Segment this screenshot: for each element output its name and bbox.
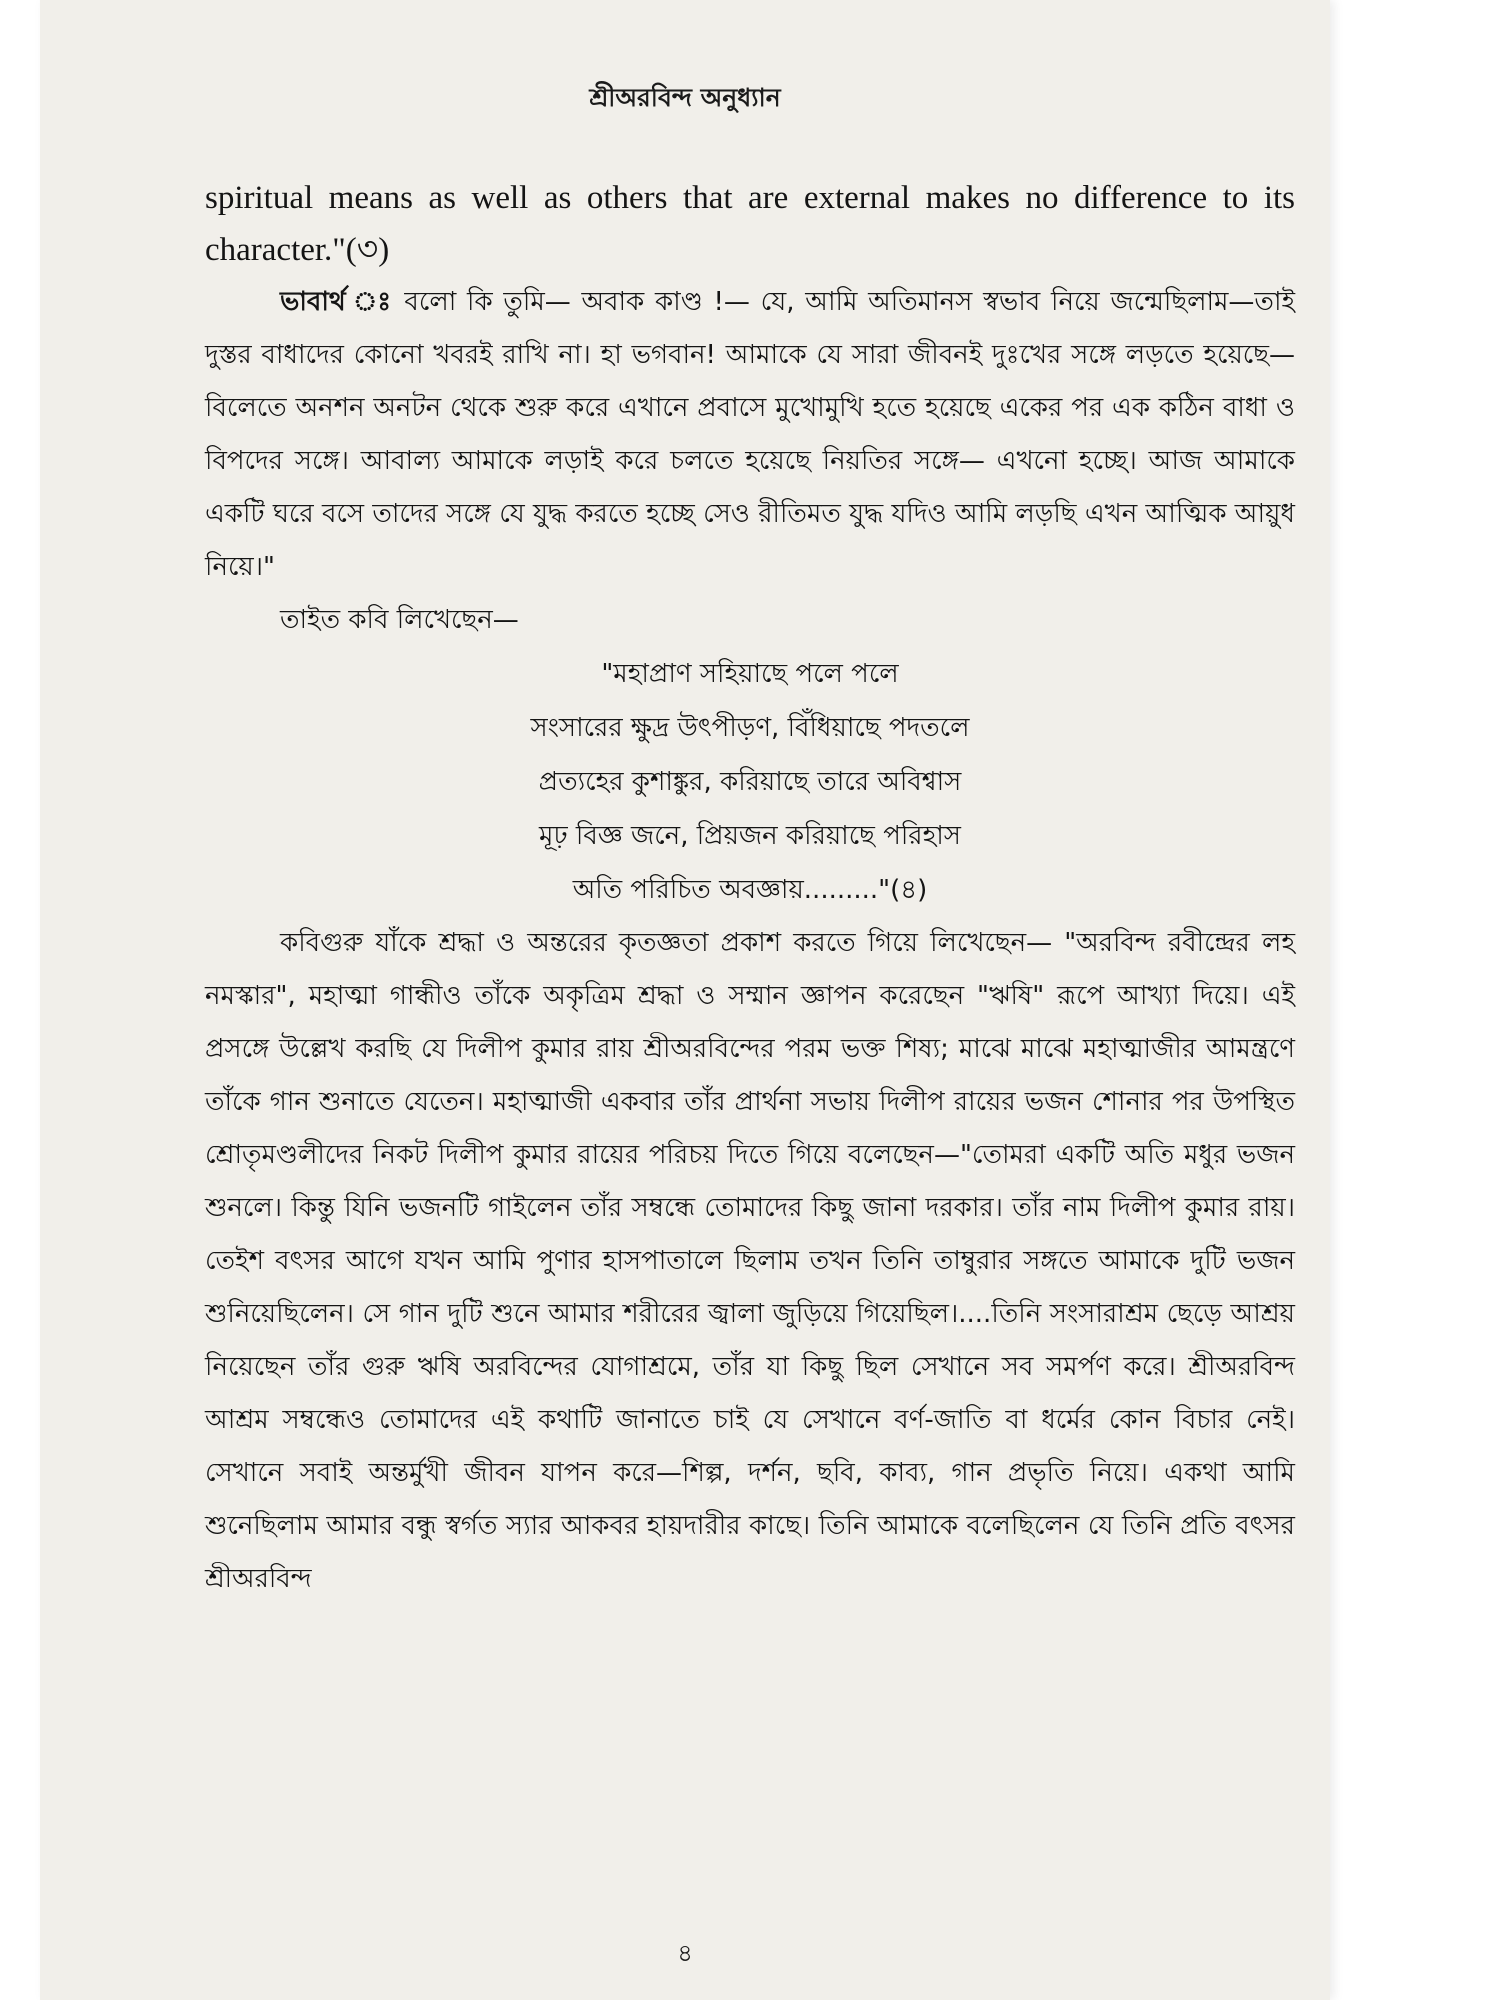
poem-block <box>205 647 1295 917</box>
bhabartha-paragraph <box>205 276 1295 594</box>
page-number: ৪ <box>677 1939 693 1967</box>
poem-line: "মহাপ্রাণ সহিয়াছে পলে পলে <box>601 659 899 689</box>
page-body <box>205 172 1295 1606</box>
poem-line: প্রত্যহের কুশাঙ্কুর, করিয়াছে তারে অবিশ্বাস <box>538 767 962 797</box>
poem-line: সংসারের ক্ষুদ্র উৎপীড়ণ, বিঁধিয়াছে পদতলে <box>530 713 970 743</box>
poem-intro-line: তাইত কবি লিখেছেন— <box>280 605 519 635</box>
bhabartha-text: বলো কি তুমি— অবাক কাণ্ড !— যে, আমি অতিমানস স্বভাব নিয়ে জন্মেছিলাম—তাই দুস্তর বাধাদের কোনো খবরই রাখি না। হা ভগবান! আমাকে যে সারা জীবনই দুঃখের সঙ্গে লড়তে হয়েছে—বিলেতে অনশন অনটন থেকে শুরু করে এখানে প্রবাসে মুখোমুখি হতে হয়েছে একের পর এক কঠিন বাধা ও বিপদের সঙ্গে। আবাল্য আমাকে লড়াই করে চলতে হয়েছে নিয়তির সঙ্গে— এখনো হচ্ছে। আজ আমাকে একটি ঘরে বসে তাদের সঙ্গে যে যুদ্ধ করতে হচ্ছে সেও রীতিমত যুদ্ধ যদিও আমি লড়ছি এখন আত্মিক আয়ুধ নিয়ে।" <box>205 287 1296 582</box>
english-quote-paragraph: spiritual means as well as others that are external makes no difference to its character."(৩) <box>205 180 1295 268</box>
poem-line: মূঢ় বিজ্ঞ জনে, প্রিয়জন করিয়াছে পরিহাস <box>539 821 961 851</box>
running-title: শ্রীঅরবিন্দ অনুধ্যান <box>589 83 781 112</box>
bhabartha-label: ভাবার্থ ঃ <box>280 287 394 317</box>
main-paragraph: কবিগুরু যাঁকে শ্রদ্ধা ও অন্তরের কৃতজ্ঞতা প্রকাশ করতে গিয়ে লিখেছেন— "অরবিন্দ রবীন্দ্রের লহ নমস্কার", মহাত্মা গান্ধীও তাঁকে অকৃত্রিম শ্রদ্ধা ও সম্মান জ্ঞাপন করেছেন "ঋষি" রূপে আখ্যা দিয়ে। এই প্রসঙ্গে উল্লেখ করছি যে দিলীপ কুমার রায় শ্রীঅরবিন্দের পরম ভক্ত শিষ্য; মাঝে মাঝে মহাত্মাজীর আমন্ত্রণে তাঁকে গান শুনাতে যেতেন। মহাত্মাজী একবার তাঁর প্রার্থনা সভায় দিলীপ রায়ের ভজন শোনার পর উপস্থিত শ্রোতৃমণ্ডলীদের নিকট দিলীপ কুমার রায়ের পরিচয় দিতে গিয়ে বলেছেন—"তোমরা একটি অতি মধুর ভজন শুনলে। কিন্তু যিনি ভজনটি গাইলেন তাঁর সম্বন্ধে তোমাদের কিছু জানা দরকার। তাঁর নাম দিলীপ কুমার রায়। তেইশ বৎসর আগে যখন আমি পুণার হাসপাতালে ছিলাম তখন তিনি তাম্বুরার সঙ্গতে আমাকে দুটি ভজন শুনিয়েছিলেন। সে গান দুটি শুনে আমার শরীরের জ্বালা জুড়িয়ে গিয়েছিল।....তিনি সংসারাশ্রম ছেড়ে আশ্রয় নিয়েছেন তাঁর গুরু ঋষি অরবিন্দের যোগাশ্রমে, তাঁর যা কিছু ছিল সেখানে সব সমর্পণ করে। শ্রীঅরবিন্দ আশ্রম সম্বন্ধেও তোমাদের এই কথাটি জানাতে চাই যে সেখানে বর্ণ-জাতি বা ধর্মের কোন বিচার নেই। সেখানে সবাই অন্তর্মুখী জীবন যাপন করে—শিল্প, দর্শন, ছবি, কাব্য, গান প্রভৃতি নিয়ে। একথা আমি শুনেছিলাম আমার বন্ধু স্বর্গত স্যার আকবর হায়দারীর কাছে। তিনি আমাকে বলেছিলেন যে তিনি প্রতি বৎসর শ্রীঅরবিন্দ <box>205 928 1295 1594</box>
poem-line: অতি পরিচিত অবজ্ঞায়........."(৪) <box>572 875 928 905</box>
book-page <box>40 0 1330 2000</box>
